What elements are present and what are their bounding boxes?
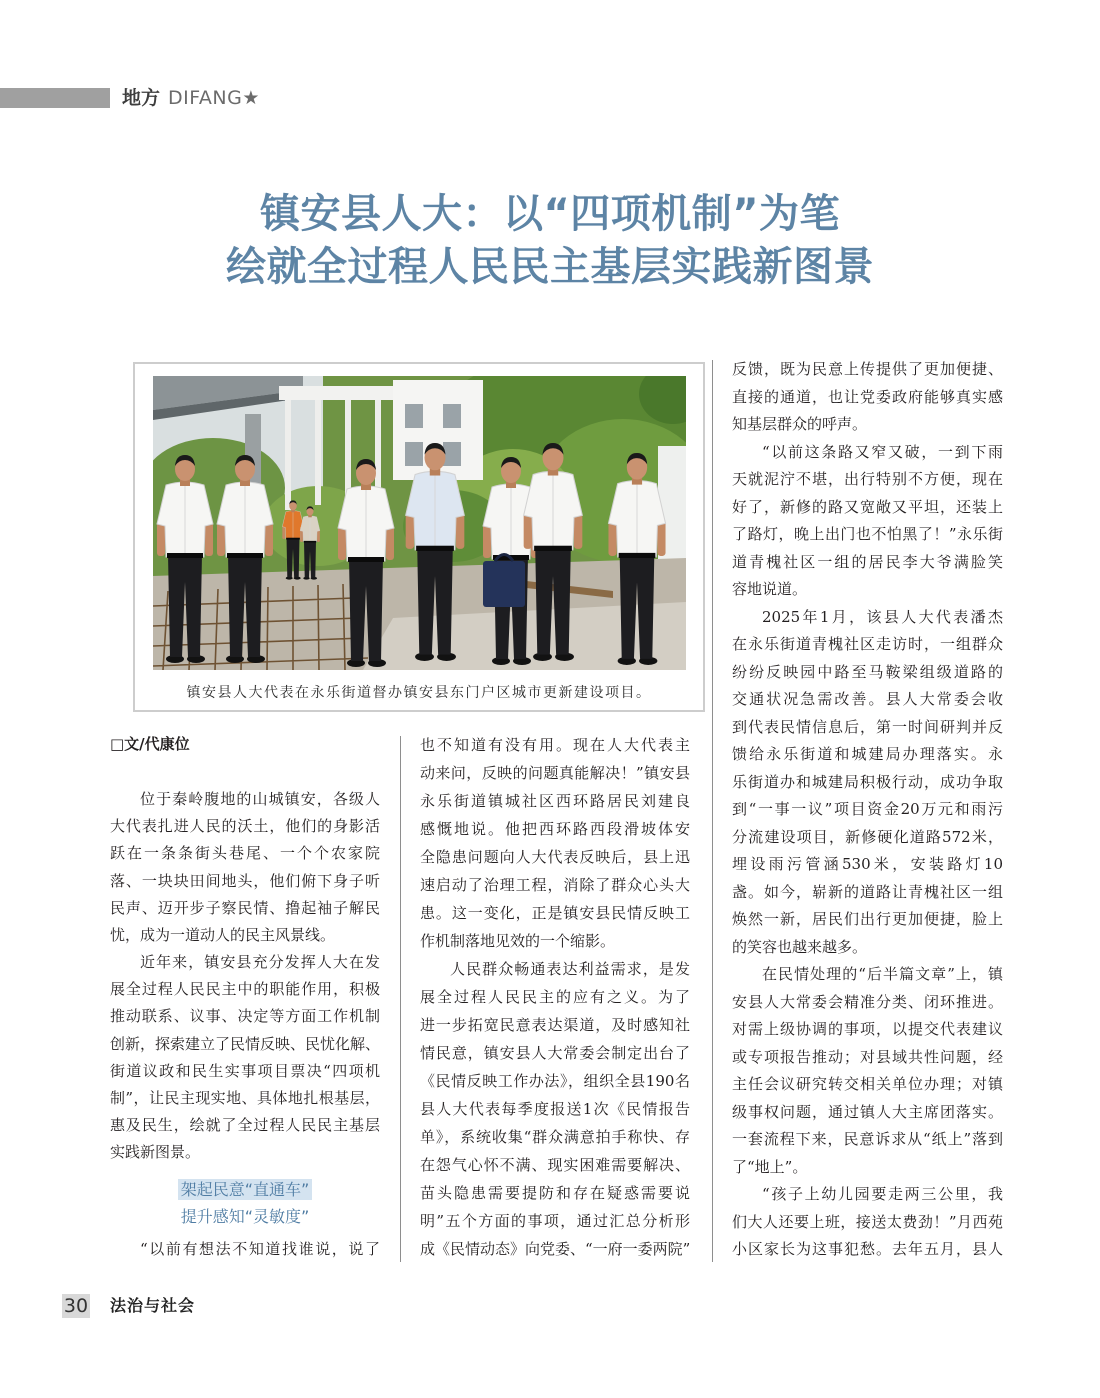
body-text-line: 作机制落地见效的一个缩影。: [420, 932, 616, 950]
body-text-line: 成《民情动态》向党委、“一府一委两院”: [420, 1240, 691, 1258]
article-column-2: [420, 731, 690, 1263]
body-text-line: 民声、迈开步子察民情、撸起袖子解民: [110, 898, 380, 917]
section-name-cn: 地方: [122, 87, 161, 109]
paragraph-group: [420, 731, 690, 1263]
subheading-highlight: 架起民意“直通车”: [178, 1179, 313, 1200]
body-text-line: “以前这条路又窄又破，一到下雨: [762, 442, 1003, 461]
body-text-line: 或专项报告推动；对县域共性问题，经: [732, 1047, 1003, 1066]
body-text-line: 县人大代表每季度报送1次《民情报告: [420, 1100, 690, 1118]
body-text-line: 盏。如今，崭新的道路让青槐社区一组: [732, 882, 1003, 901]
paragraph: [110, 1236, 380, 1263]
body-text-line: 容地说道。: [732, 580, 808, 598]
body-text-line: “孩子上幼儿园要走两三公里，我: [762, 1185, 1003, 1203]
body-text-line: 纷纷反映园中路至马鞍梁组级道路的: [732, 662, 1003, 681]
body-text-line: 2025年1月，该县人大代表潘杰: [762, 607, 1003, 626]
body-text-line: 在怨气心怀不满、现实困难需要解决、: [420, 1156, 690, 1174]
body-text-line: 街道议政和民生实事项目票决“四项机: [110, 1061, 380, 1080]
paragraph: [732, 356, 1003, 439]
publication-name: 法治与社会: [110, 1296, 196, 1315]
body-text-line: 了“地上”。: [732, 1157, 808, 1176]
body-text-line: 们大人还要上班，接送太费劲！”月西苑: [732, 1212, 1003, 1231]
briefcase: [483, 555, 525, 608]
body-text-line: 馈给永乐街道和城建局办理落实。永: [732, 745, 1003, 763]
body-text-line: 苗头隐患需要提防和存在疑惑需要说: [420, 1184, 690, 1202]
column-divider-1: [400, 736, 401, 1262]
body-text-line: 实践新图景。: [110, 1143, 201, 1162]
photo-caption: 镇安县人大代表在永乐街道督办镇安县东门户区城市更新建设项目。: [186, 685, 652, 701]
paragraph: [110, 786, 380, 949]
body-text-line: 近年来，镇安县充分发挥人大在发: [140, 953, 380, 972]
paragraph: [110, 949, 380, 1167]
body-text-line: 小区家长为这事犯愁。去年五月，县人: [732, 1240, 1003, 1258]
body-text-line: 落、一块块田间地头，他们俯下身子听: [110, 871, 380, 890]
paragraph-group: [110, 786, 380, 1167]
subheading-line-2: 提升感知“灵敏度”: [180, 1206, 310, 1226]
body-text-line: 展全过程人民民主的应有之义。为了: [420, 988, 690, 1006]
article-title: [0, 188, 1100, 294]
body-text-line: 知基层群众的呼声。: [732, 415, 868, 433]
paragraph: [732, 961, 1003, 1181]
body-text-line: 了路灯，晚上出门也不怕黑了！”永乐街: [732, 525, 1003, 543]
body-text-line: 到“一事一议”项目资金20万元和雨污: [732, 800, 1003, 818]
body-text-line: “以前有想法不知道找谁说，说了: [140, 1239, 380, 1258]
paragraph: [732, 604, 1003, 962]
body-text-line: 永乐街道镇城社区西环路居民刘建良: [420, 792, 690, 810]
body-text-line: 好了，新修的路又宽敞又平坦，还装上: [732, 497, 1003, 516]
news-photo: [153, 376, 686, 670]
body-text-line: 创新，探索建立了民情反映、民忧化解、: [110, 1034, 381, 1053]
article-title-line-1: 镇安县人大：以“四项机制”为笔: [259, 191, 841, 237]
paragraph-group: [732, 356, 1003, 1264]
body-text-line: 进一步拓宽民意表达渠道，及时感知社: [420, 1016, 690, 1034]
section-bar: [0, 88, 110, 108]
paragraph-group: [110, 1236, 380, 1263]
body-text-line: 全隐患问题向人大代表反映后，县上迅: [420, 848, 690, 866]
subheading-line-1: [110, 1176, 380, 1203]
body-text-line: 在民情处理的“后半篇文章”上，镇: [762, 965, 1003, 983]
body-text-line: 惠及民生，绘就了全过程人民民主基层: [110, 1116, 380, 1135]
body-text-line: 直接的通道，也让党委政府能够真实感: [732, 387, 1003, 406]
body-text-line: 到代表民情信息后，第一时间研判并反: [732, 717, 1003, 736]
body-text-line: 忧，成为一道动人的民主风景线。: [110, 925, 336, 944]
body-text-line: 人民群众畅通表达利益需求，是发: [450, 960, 690, 978]
body-text-line: 对需上级协调的事项，以提交代表建议: [732, 1020, 1003, 1038]
body-text-line: 一套流程下来，民意诉求从“纸上”落到: [732, 1130, 1003, 1148]
body-text-line: 也不知道有没有用。现在人大代表主: [420, 736, 690, 754]
paragraph: [420, 955, 690, 1263]
body-text-line: 的笑容也越来越多。: [732, 937, 868, 956]
body-text-line: 在永乐街道青槐社区走访时，一组群众: [732, 635, 1003, 653]
body-text-line: 大代表扎进人民的沃土，他们的身影活: [110, 817, 380, 836]
body-text-line: 埋设雨污管涵530米，安装路灯10: [732, 855, 1003, 873]
body-text-line: 情民意，镇安县人大常委会制定出台了: [420, 1044, 690, 1062]
body-text-line: 展全过程人民民主中的职能作用，积极: [110, 980, 380, 999]
body-text-line: 分流建设项目，新修硬化道路572米，: [732, 827, 1003, 846]
body-text-line: 速启动了治理工程，消除了群众心头大: [420, 876, 690, 894]
body-text-line: 感慨地说。他把西环路西段滑坡体安: [420, 820, 690, 838]
photo-frame: [133, 362, 705, 712]
star-icon: ★: [242, 87, 260, 109]
article-title-line-2: 绘就全过程人民民主基层实践新图景: [226, 244, 874, 290]
paragraph: [732, 439, 1003, 604]
section-name-en: DIFANG: [168, 87, 243, 109]
body-text-line: 患。这一变化，正是镇安县民情反映工: [420, 904, 690, 922]
article-column-1: [110, 731, 380, 1263]
body-text-line: 安县人大常委会精准分类、闭环推进。: [732, 992, 1003, 1011]
paragraph: [732, 1181, 1003, 1264]
body-text-line: 明”五个方面的事项，通过汇总分析形: [420, 1212, 690, 1230]
subheading: [110, 1176, 380, 1230]
body-text-line: 焕然一新，居民们出行更加便捷，脸上: [732, 910, 1003, 928]
column-divider-2: [712, 360, 713, 1262]
body-text-line: 乐街道办和城建局积极行动，成功争取: [732, 772, 1003, 791]
byline: □文/代康位: [110, 735, 190, 753]
section-label: [122, 86, 259, 110]
body-text-line: 位于秦岭腹地的山城镇安，各级人: [140, 789, 380, 808]
body-text-line: 反馈，既为民意上传提供了更加便捷、: [732, 360, 1003, 378]
body-text-line: 制”，让民主现实地、具体地扎根基层，: [110, 1089, 380, 1108]
body-text-line: 主任会议研究转交相关单位办理；对镇: [732, 1075, 1003, 1093]
body-text-line: 推动联系、议事、决定等方面工作机制: [110, 1007, 380, 1026]
body-text-line: 跃在一条条街头巷尾、一个个农家院: [110, 844, 380, 863]
body-text-line: 单》，系统收集“群众满意拍手称快、存: [420, 1128, 690, 1146]
body-text-line: 级事权问题，通过镇人大主席团落实。: [732, 1102, 1003, 1121]
page-number: 30: [63, 1295, 89, 1317]
article-column-3: [732, 356, 1003, 1264]
body-text-line: 动来问，反映的问题真能解决！”镇安县: [420, 764, 690, 782]
paragraph: [420, 731, 690, 955]
body-text-line: 《民情反映工作办法》，组织全县190名: [420, 1072, 690, 1090]
body-text-line: 天就泥泞不堪，出行特别不方便，现在: [732, 470, 1003, 488]
body-text-line: 道青槐社区一组的居民李大爷满脸笑: [732, 552, 1003, 571]
body-text-line: 交通状况急需改善。县人大常委会收: [732, 690, 1003, 708]
